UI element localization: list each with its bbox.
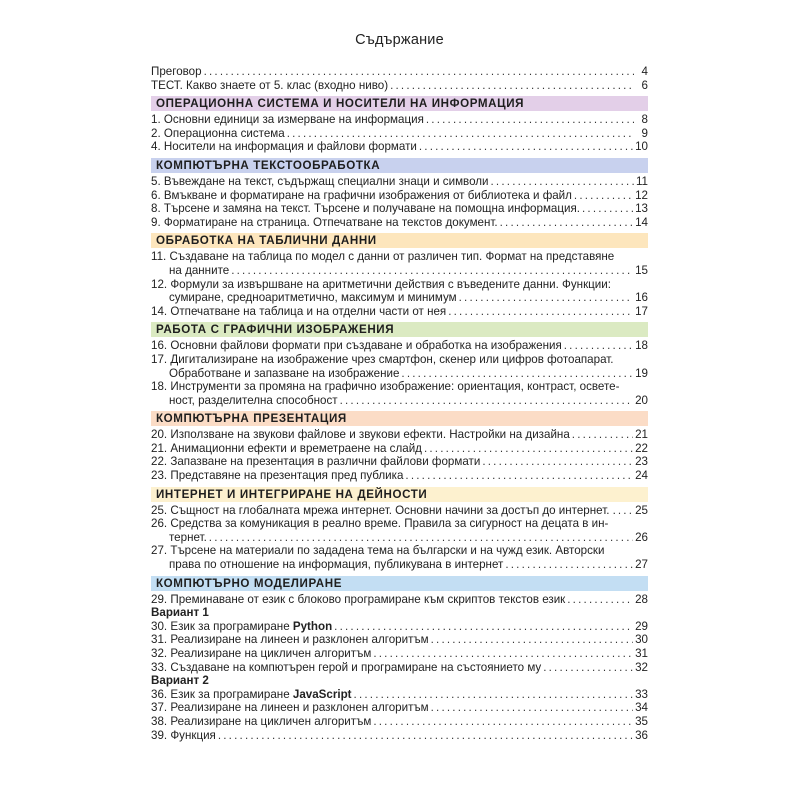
page-number: 29 [635,619,648,633]
page-number: 25 [635,503,648,517]
entry-number: 11. [151,250,167,264]
page-number: 16 [635,291,648,305]
entry-text: Преговор [151,65,202,78]
dot-leader [431,701,633,715]
page-number: 24 [635,469,648,483]
toc-entry[interactable] [151,140,648,154]
entry-line-1 [151,250,648,264]
section-computer-modeling [151,576,648,743]
dot-leader [204,65,634,79]
page-number: 6 [641,78,648,92]
dot-leader [459,291,633,305]
page-number: 19 [635,366,648,380]
entry-number: 2. [151,126,161,140]
entry-number: 6. [151,188,161,202]
entry-text [151,593,565,607]
page-number: 10 [635,140,648,154]
dot-leader [500,216,633,230]
dot-leader [401,367,633,381]
entry-text [151,140,417,154]
entry-number: 12. [151,277,168,291]
entry-text [151,504,616,518]
entry-number: 21. [151,441,168,455]
entry-title: Носители на информация и файлови формати [163,140,417,154]
entry-line-1 [151,278,648,292]
entry-title: Същност на глобалната мрежа интернет. Основни начини за достъп до интернет. . [170,503,616,517]
entry-title: Запазване на презентация в различни файлови формати [170,455,481,469]
entry-title: Реализиране на линеен и разклонен алгоритъм [170,701,429,715]
entry-text: ТЕСТ. Какво знаете от 5. клас (входно ниво) [151,78,389,92]
entry-text [151,353,614,367]
entry-text [169,264,229,278]
entry-text [169,291,457,305]
dot-leader [354,688,634,702]
entry-text [169,558,503,572]
toc-entry[interactable] [151,380,648,407]
entry-title: Операционна система [163,126,285,140]
entry-text [151,715,371,729]
entry-number: 38. [151,714,168,728]
page-number: 17 [635,304,648,318]
toc-entry[interactable] [151,79,648,93]
toc-section [151,233,648,318]
entry-title: Реализиране на цикличен алгоритъм [170,647,372,660]
toc-entry[interactable] [151,278,648,305]
dot-leader [209,531,633,545]
dot-leader [340,394,634,408]
toc-entry[interactable] [151,661,648,675]
entry-number: 33. [151,660,168,674]
toc-entry[interactable] [151,442,648,456]
toc-entry[interactable] [151,65,648,79]
entry-text [151,113,424,127]
entry-title: Анимационни ефекти и времетраене на слайд [170,441,422,455]
section-heading: ОПЕРАЦИОННА СИСТЕМА И НОСИТЕЛИ НА ИНФОРМАЦИЯ [151,96,648,111]
dot-leader [287,127,634,141]
dot-leader [567,593,633,607]
section-heading: КОМПЮТЪРНА ПРЕЗЕНТАЦИЯ [151,411,648,426]
toc-section [151,487,648,572]
entry-keyword: Python [292,619,333,633]
page-number: 4 [641,65,648,78]
entry-number: 32. [151,647,168,660]
entry-text [151,428,570,442]
toc-entry[interactable] [151,647,648,661]
page-number: 35 [635,714,648,728]
entry-text [151,189,572,203]
section-heading: КОМПЮТЪРНА ТЕКСТООБРАБОТКА [151,158,648,173]
intro-list [151,65,648,92]
entry-text [151,305,446,319]
dot-leader [482,455,633,469]
toc-entry[interactable] [151,504,648,518]
entry-title: Създаване на таблица по модел с данни от различен тип. Формат на представяне [169,250,615,264]
toc-section [151,322,648,407]
table-of-contents [151,30,648,742]
entry-number: 25. [151,503,168,517]
entry-title: Средства за комуникация в реално време. Правила за сигурност на децата в ин- [170,517,609,531]
entry-title: на данните [169,263,230,277]
entry-title: Език за програмиране [170,687,293,701]
entry-text [151,701,429,715]
toc-entry[interactable] [151,305,648,319]
entry-title: Използване на звукови файлове и звукови ефекти. Настройки на дизайна [170,428,570,442]
dot-leader [405,469,633,483]
page-number: 22 [635,441,648,455]
entry-number: 31. [151,633,168,647]
entry-line-2 [151,531,648,545]
entry-text [151,175,489,189]
page-number: 12 [635,188,648,202]
entry-text [151,469,403,483]
entry-text [151,455,480,469]
entry-text [151,216,498,230]
dot-leader [426,113,634,127]
page-number: 30 [635,633,648,647]
entry-number: 30. [151,619,168,633]
entry-title: Представяне на презентация пред публика [170,469,404,483]
toc-entry[interactable] [151,428,648,442]
entry-text [151,202,580,216]
page-number: 14 [635,215,648,229]
toc-entry[interactable] [151,455,648,469]
page-number: 13 [635,202,648,216]
entry-title: Въвеждане на текст, съдържащ специални знаци и символи [163,174,489,188]
toc-entry[interactable] [151,250,648,277]
entry-line-1 [151,353,648,367]
entry-number: 18. [151,380,168,394]
entry-title: Дигитализиране на изображение чрез смартфон, скенер или цифров фотоапарат. [170,352,614,366]
toc-entry[interactable] [151,715,648,729]
entry-title: Реализиране на линеен и разклонен алгоритъм [170,633,429,647]
dot-leader [543,661,633,675]
page-number: 31 [635,647,648,660]
page-number: 27 [635,558,648,572]
sections-container [151,96,648,571]
dot-leader [218,729,633,743]
toc-entry[interactable] [151,353,648,380]
toc-entry[interactable] [151,127,648,141]
entry-line-2 [151,291,648,305]
page-number: 32 [635,660,648,674]
entry-line-2 [151,367,648,381]
dot-leader [419,140,633,154]
dot-leader [491,175,634,189]
entry-number: 26. [151,517,168,531]
dot-leader [431,633,633,647]
section-heading: ИНТЕРНЕТ И ИНТЕГРИРАНЕ НА ДЕЙНОСТИ [151,487,648,502]
entry-number: 4. [151,140,161,154]
page-number: 18 [635,339,648,353]
entry-number: 14. [151,304,168,318]
entry-keyword: JavaScript [292,687,352,701]
entry-title: Формули за извършване на аритметични действия с въведените данни. Функции: [170,277,611,291]
variant-label: Вариант 1 [151,606,209,620]
entry-number: 29. [151,592,168,606]
toc-entry[interactable] [151,620,648,634]
entry-title: Функция [170,728,216,742]
page-number: 28 [635,592,648,606]
entry-text [151,278,611,292]
dot-leader [618,504,633,518]
entry-title: Обработване и запазване на изображение [169,366,400,380]
entry-text [151,661,541,675]
entry-number: 17. [151,352,168,366]
entry-number: 27. [151,544,168,558]
entry-title: Инструменти за промяна на графично изображение: ориентация, контраст, освете- [170,380,620,394]
entry-text [151,688,352,702]
page-number: 23 [635,455,648,469]
dot-leader [373,715,633,729]
dot-leader [334,620,633,634]
section-heading: ОБРАБОТКА НА ТАБЛИЧНИ ДАННИ [151,233,648,248]
entry-number: 9. [151,215,161,229]
entry-title: Създаване на компютърен герой и програмиране на състоянието му [170,660,542,674]
entry-number: 1. [151,113,161,127]
entry-title: Основни единици за измерване на информация [163,113,424,127]
entry-title: ност, разделителна способност [169,393,338,407]
entry-number: 20. [151,428,168,442]
entry-text [151,339,562,353]
entry-text [151,380,619,394]
page-number: 9 [641,126,648,140]
entry-title: тернет. [169,530,207,544]
entry-line-2 [151,558,648,572]
entry-title: Основни файлови формати при създаване и обработка на изображения [170,339,562,353]
entry-title: Форматиране на страница. Отпечатване на текстов документ. [163,215,498,229]
toc-entry[interactable] [151,339,648,353]
entry-title: Реализиране на цикличен алгоритъм [170,714,372,728]
toc-entry[interactable] [151,544,648,571]
toc-entry[interactable] [151,175,648,189]
dot-leader [574,189,633,203]
entry-text [151,250,614,264]
section-heading: РАБОТА С ГРАФИЧНИ ИЗОБРАЖЕНИЯ [151,322,648,337]
entry-title: Отпечатване на таблица и на отделни части от нея [170,304,447,318]
dot-leader [424,442,633,456]
entry-line-1 [151,517,648,531]
section-heading: КОМПЮТЪРНО МОДЕЛИРАНЕ [151,576,648,591]
toc-entry[interactable] [151,113,648,127]
entry-text [151,729,216,743]
entry-title: Търсене на материали по зададена тема на български и на чужд език. Авторски [170,544,605,558]
entry-number: 8. [151,202,161,216]
entry-number: 37. [151,701,168,715]
entry-title: Преминаване от език с блоково програмиране към скриптов текстов език [170,592,566,606]
dot-leader [572,428,633,442]
entry-text [151,127,285,141]
toc-entry[interactable] [151,701,648,715]
toc-section [151,96,648,154]
dot-leader [582,202,633,216]
page-number: 15 [635,263,648,277]
entry-title: права по отношение на информация, публикувана в интернет [169,558,504,572]
page-number: 36 [635,728,648,742]
entry-line-1 [151,380,648,394]
entry-title: Вмъкване и форматиране на графични изображения от библиотека и файл [163,188,572,202]
entry-title: Търсене и замяна на текст. Търсене и получаване на помощна информация. [163,202,580,216]
dot-leader [373,647,633,661]
entry-number: 23. [151,469,168,483]
page-number: 20 [635,393,648,407]
page-number: 33 [635,687,648,701]
entry-number: 16. [151,339,168,353]
page-number: 21 [635,428,648,442]
entry-number: 5. [151,174,161,188]
entry-number: 22. [151,455,168,469]
page-number: 26 [635,530,648,544]
entry-line-2 [151,394,648,408]
entry-line-1 [151,544,648,558]
toc-entry[interactable] [151,729,648,743]
entry-text [151,544,604,558]
entry-text [151,633,429,647]
toc-entry[interactable] [151,633,648,647]
toc-entry[interactable] [151,189,648,203]
toc-entry[interactable] [151,517,648,544]
entry-text [151,647,371,661]
entry-title: Език за програмиране [170,619,293,633]
entry-title: сумиране, средноаритметично, максимум и минимум [169,291,457,305]
dot-leader [231,264,633,278]
dot-leader [505,558,633,572]
toc-section [151,411,648,482]
page-title: Съдържание [355,32,444,48]
entry-number: 39. [151,728,168,742]
page-number: 8 [641,113,648,127]
entry-text [151,442,422,456]
entry-line-2 [151,264,648,278]
toc-entry[interactable] [151,688,648,702]
toc-entry[interactable] [151,202,648,216]
entry-text [169,531,207,545]
toc-entry[interactable] [151,469,648,483]
dot-leader [448,305,633,319]
dot-leader [390,79,634,93]
dot-leader [564,339,633,353]
entry-text [169,394,338,408]
entry-text [169,367,399,381]
page-number: 34 [635,701,648,715]
entry-number: 36. [151,687,168,701]
page-number: 11 [635,174,648,188]
entry-text [151,620,332,634]
toc-entry[interactable] [151,216,648,230]
toc-entry[interactable] [151,593,648,607]
toc-section [151,158,648,229]
entry-text [151,517,608,531]
variant-label: Вариант 2 [151,674,209,688]
